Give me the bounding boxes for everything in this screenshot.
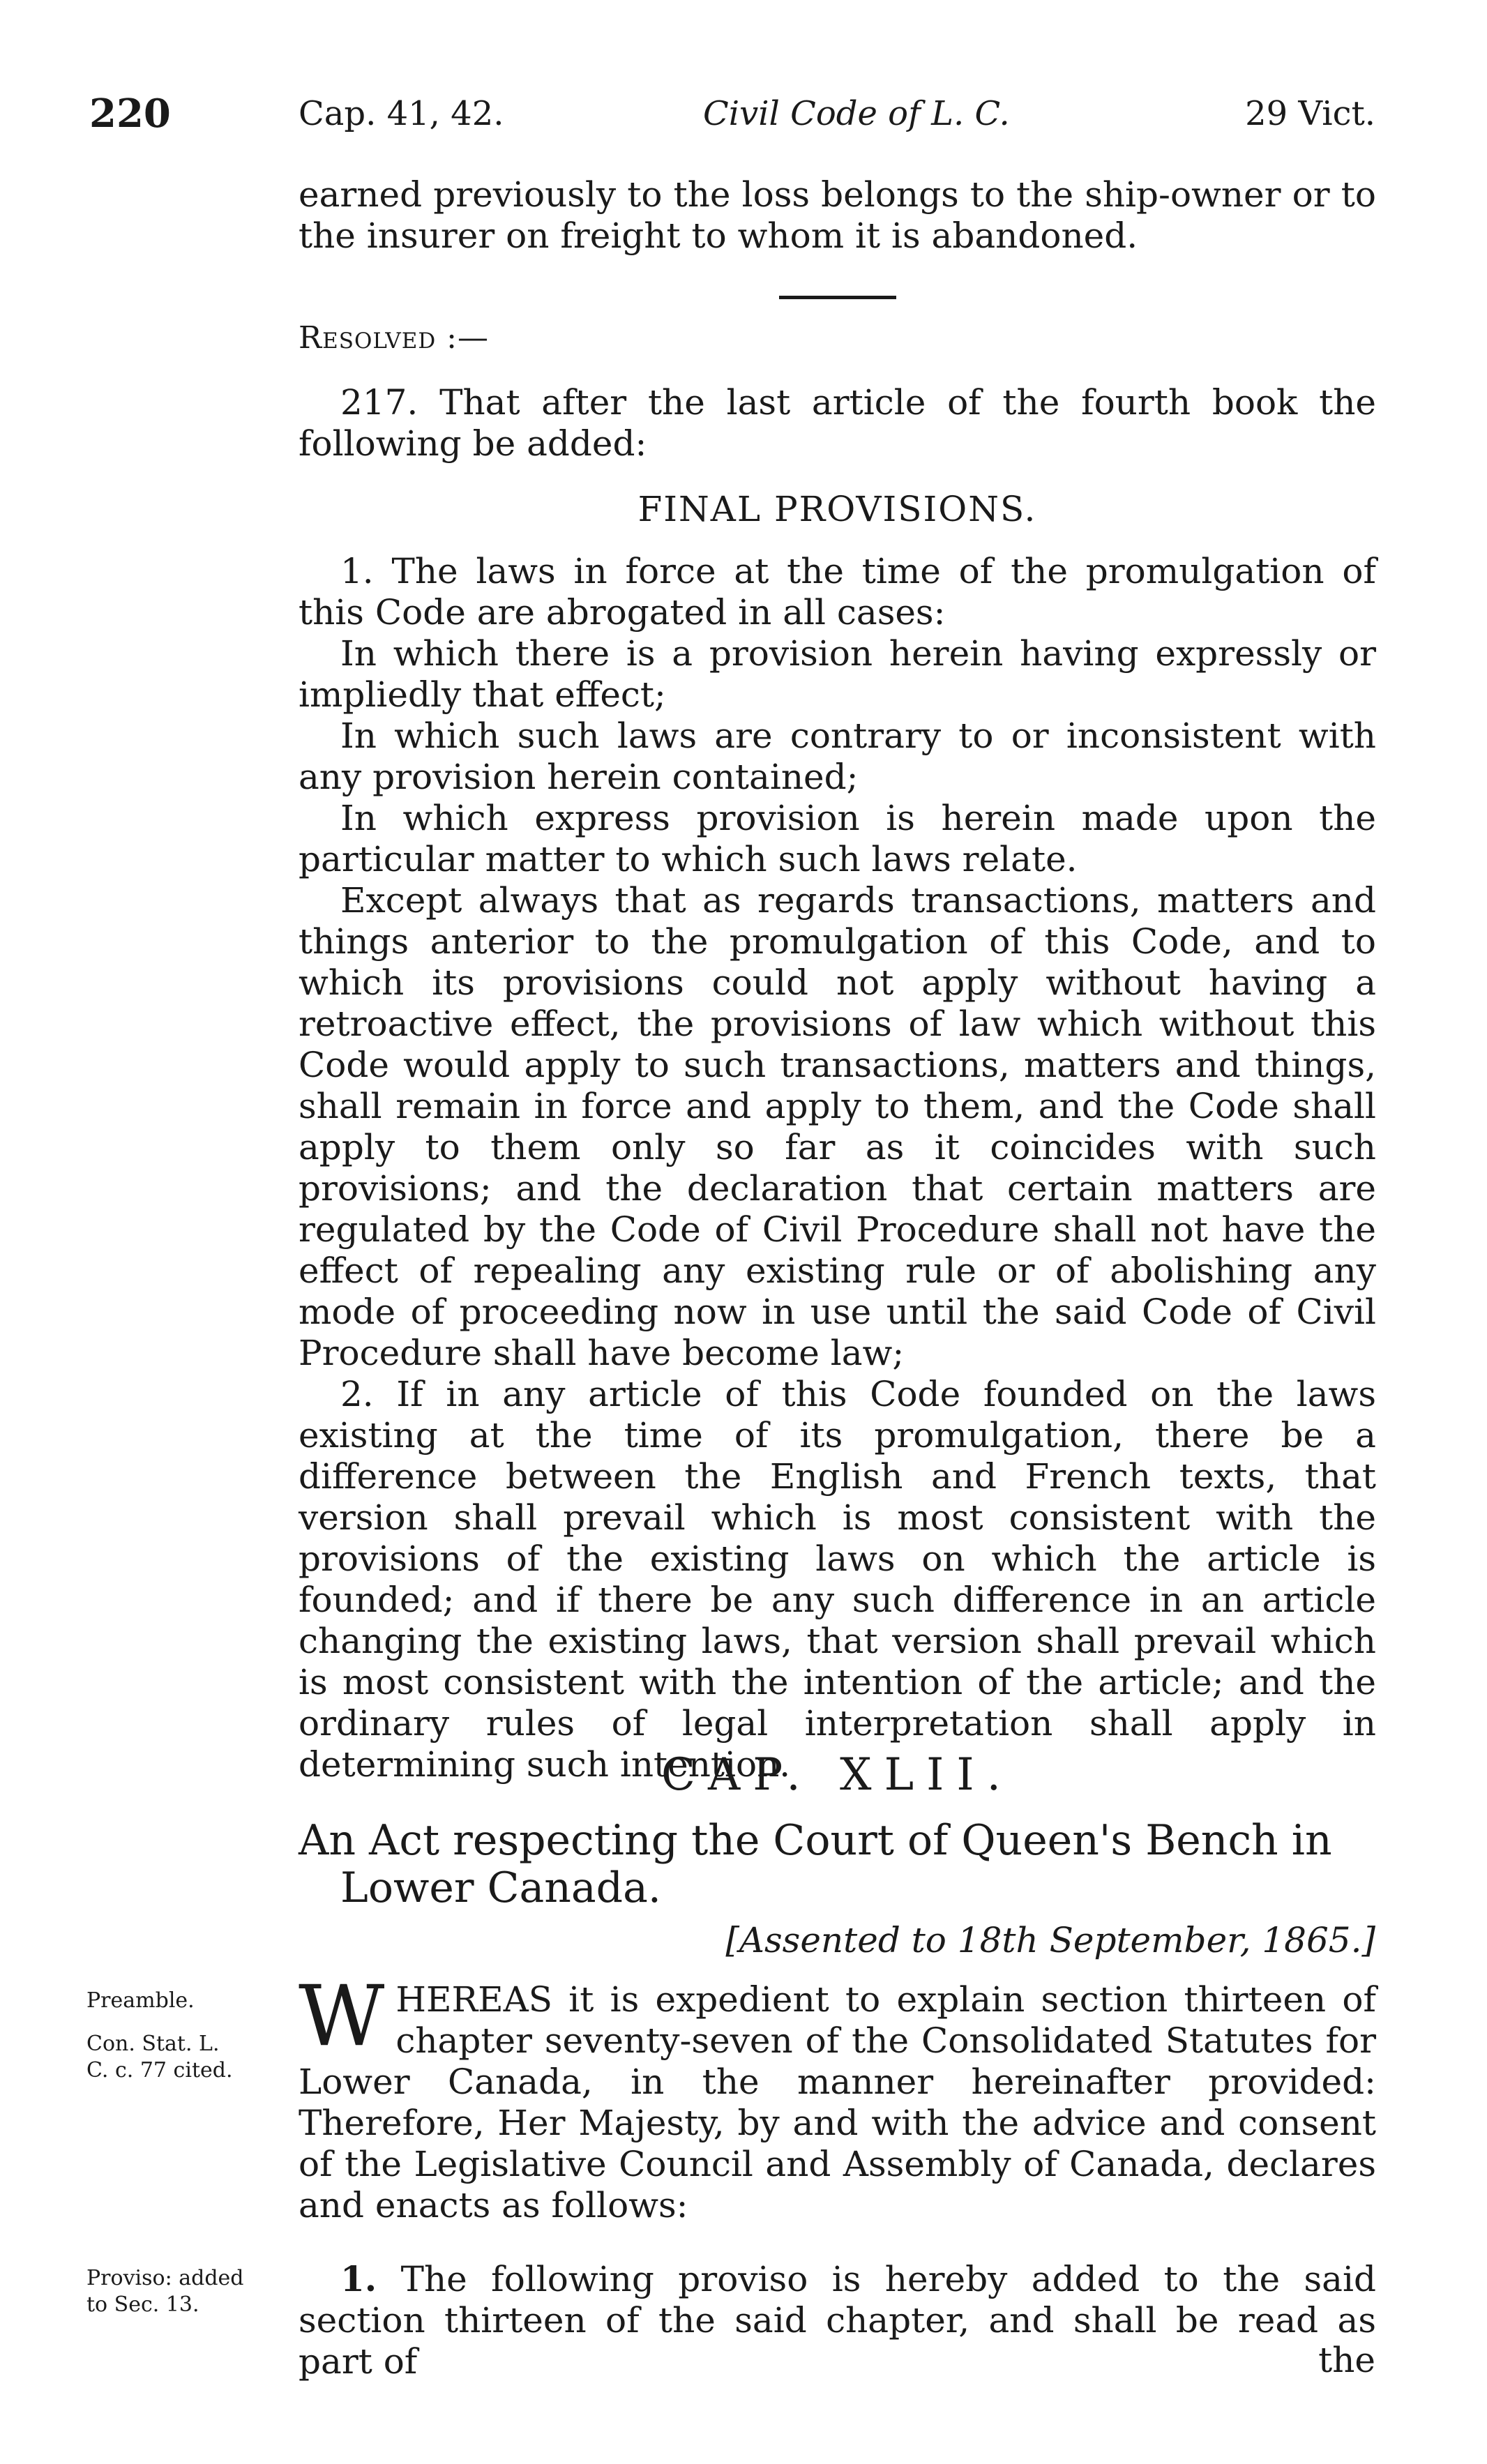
margin-note-proviso-line-2: to Sec. 13. (86, 2292, 199, 2317)
provision-1-case-a: In which there is a provision herein having expressly or impliedly that effect; (299, 633, 1376, 715)
margin-note-proviso (86, 2265, 296, 2318)
provision-1-case-b: In which such laws are contrary to or inconsistent with any provision herein contained; (299, 716, 1376, 797)
section-1-text: The following proviso is hereby added to the said section thirteen of the said chapter, and shall be read as part of (299, 2259, 1376, 2382)
margin-note-citation-line-2: C. c. 77 cited. (86, 2058, 233, 2083)
provision-2: 2. If in any article of this Code founded on the laws existing at the time of its promulgation, there be a difference between the English and French texts, that version shall prevail which is most consistent with the provisions of the existing laws on which the article is founded; and if there be any such difference in an article changing the existing laws, that version shall prevail which is most consistent with the intention of the article; and the ordinary rules of legal interpretation shall apply in determining such intention. (299, 1374, 1376, 1785)
assent-date: [Assented to 18th September, 1865.] (725, 1920, 1375, 1960)
preamble-text: HEREAS it is expedient to explain section thirteen of chapter seventy-seven of the Consolidated Statutes for Lower Canada, in the manner hereinafter provided: Therefore, Her Majesty, by and with the advice and consent of the Legislative Council and Assembly of Canada, declares and enacts as follows: (299, 1979, 1376, 2225)
catchword: the (1318, 2340, 1375, 2380)
provision-1-exception: Except always that as regards transactions, matters and things anterior to the promulgation of this Code, and to which its provisions could not apply without having a retroactive effect, the provisions of law which without this Code would apply to such transactions, matters and things, shall remain in force and apply to them, and the Code shall apply to them only so far as it coincides with such provisions; and the declaration that certain matters are regulated by the Code of Civil Procedure shall not have the effect of repealing any existing rule or of abolishing any mode of proceeding now in use until the said Code of Civil Procedure shall have become law; (299, 880, 1376, 1373)
margin-note-citation (86, 2031, 296, 2084)
provision-1-case-c: In which express provision is herein made upon the particular matter to which such laws relate. (299, 798, 1376, 879)
section-divider (779, 296, 896, 299)
act-title-line-1: An Act respecting the Court of Queen's Bench in (299, 1816, 1332, 1865)
resolution-217 (299, 382, 1376, 464)
section-1-number: 1. (340, 2258, 377, 2299)
running-title: Civil Code of L. C. (703, 94, 1010, 133)
chapter-heading: CAP. XLII. (661, 1749, 1013, 1801)
continuation-paragraph (299, 174, 1376, 257)
resolved-label: Resolved :— (299, 320, 489, 356)
chapter-reference: Cap. 41, 42. (299, 94, 504, 133)
final-provisions-body (299, 551, 1376, 1785)
page-number: 220 (89, 91, 171, 137)
drop-cap: W (299, 1968, 385, 2065)
section-1-paragraph (299, 2258, 1376, 2382)
act-title (299, 1817, 1376, 1912)
regnal-year: 29 Vict. (1245, 94, 1375, 133)
margin-note-preamble: Preamble. (86, 1988, 195, 2013)
section-1 (299, 2258, 1376, 2382)
preamble (299, 1968, 1376, 2226)
margin-note-proviso-line-1: Proviso: added (86, 2266, 244, 2290)
margin-note-citation-line-1: Con. Stat. L. (86, 2032, 220, 2056)
act-title-line-2: Lower Canada. (340, 1864, 661, 1912)
provision-1-intro: 1. The laws in force at the time of the promulgation of this Code are abrogated in all cases: (299, 551, 1376, 633)
resolution-217-text: 217. That after the last article of the fourth book the following be added: (299, 382, 1376, 464)
continuation-text: earned previously to the loss belongs to the ship-owner or to the insurer on freight to whom it is abandoned. (299, 174, 1376, 256)
final-provisions-heading: FINAL PROVISIONS. (637, 489, 1037, 529)
